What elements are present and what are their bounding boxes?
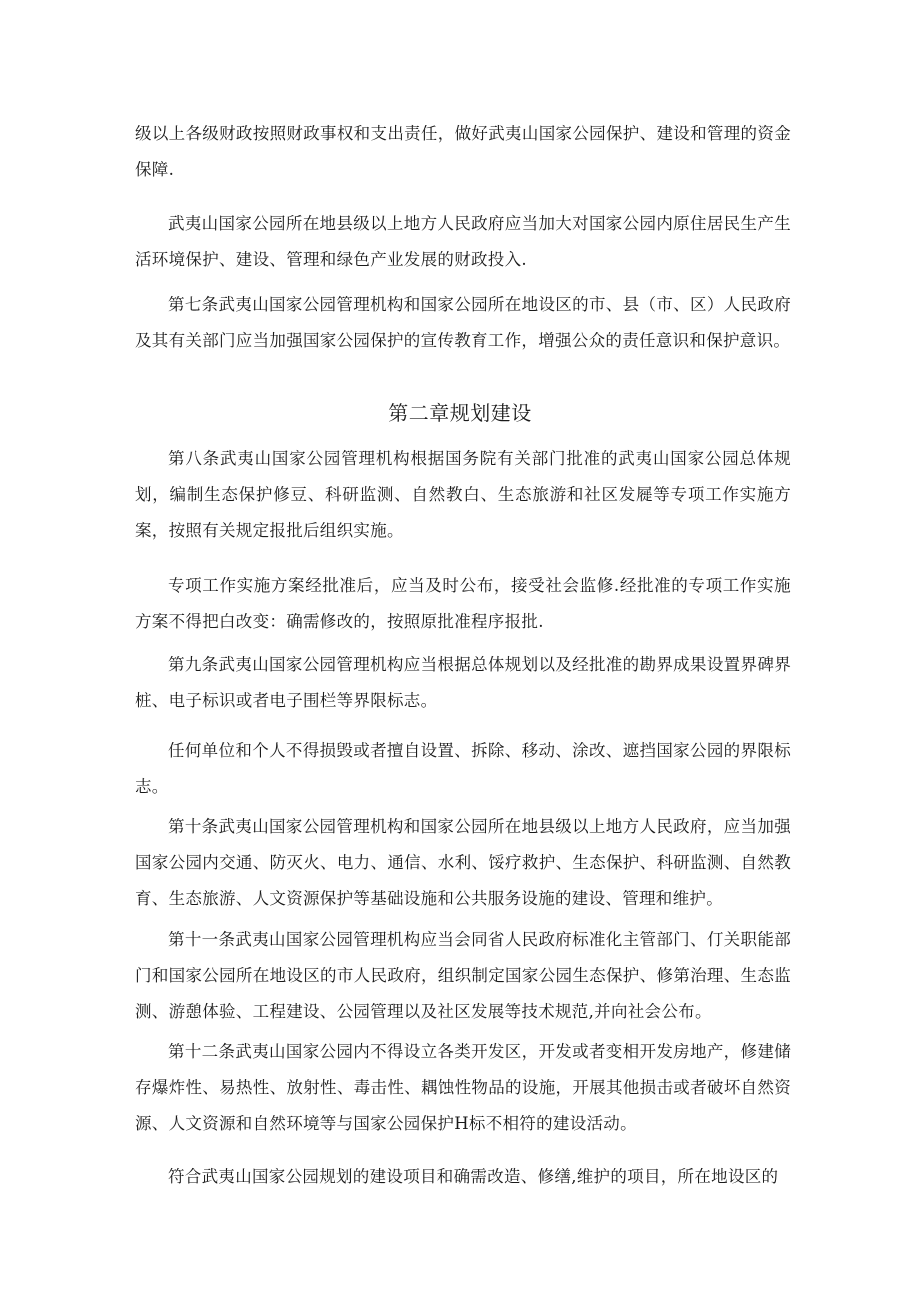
paragraph-financial-investment: 武夷山国家公园所在地县级以上地方人民政府应当加大对国家公园内原住居民生产生活环境保护、建设、管理和绿色产业发展的财政投入. xyxy=(135,214,791,269)
paragraph-article-10: 第十条武夷山国家公园管理机构和国家公园所在地县级以上地方人民政府，应当加强国家公园内交通、防灭火、电力、通信、水利、馁疗救护、生态保护、科研监测、自然教育、生态旅游、人文资源保护等基础设施和公共服务设施的建设、管理和维护。 xyxy=(135,817,791,908)
paragraph-plan-publication: 专项工作实施方案经批准后，应当及时公布，接受社会监修.经批准的专项工作实施方案不得把白改变：确需修改的，按照原批准程序报批. xyxy=(135,576,791,631)
paragraph-boundary-markers: 任何单位和个人不得损毁或者擅自设置、拆除、移动、涂改、遮挡国家公园的界限标志。 xyxy=(135,741,791,796)
paragraph-article-8: 第八条武夷山国家公园管理机构根据国务院有关部门批准的武夷山国家公园总体规划，编制生态保护修豆、科研监测、自然教白、生态旅游和社区发屣等专项工作实施方案，按照有关规定报批后组织实施。 xyxy=(135,449,791,540)
paragraph-article-11: 第十一条武夷山国家公园管理机构应当会同省人民政府标准化主管部门、仃关职能部门和国家公园所在地设区的市人民政府，组织制定国家公园生态保护、修第治理、生态监测、游憩体验、工程建设、公园管理以及社区发展等技术规范,并向社会公布。 xyxy=(135,930,791,1021)
paragraph-construction-projects: 符合武夷山国家公园规划的建设项目和确需改造、修缮,维护的项目，所在地设区的 xyxy=(168,1167,779,1186)
paragraph-article-7: 第七条武夷山国家公园管理机构和国家公园所在地设区的市、县（市、区）人民政府及其有关部门应当加强国家公园保护的宣传教育工作，增强公众的责任意识和保护意识。 xyxy=(135,295,791,350)
paragraph-financial-guarantee: 级以上各级财政按照财政事权和支出责任，做好武夷山国家公园保护、建设和管理的资金保障. xyxy=(135,124,791,179)
paragraph-article-12: 第十二条武夷山国家公园内不得设立各类开发区，开发或者变相开发房地产，修建储存爆炸性、易热性、放射性、毒击性、耦蚀性物品的设施，开展其他损击或者破坏自然资源、人文资源和自然环境等与国家公园保护H标不相符的建设活动。 xyxy=(135,1042,791,1133)
chapter-heading: 第二章规划建设 xyxy=(388,401,532,425)
paragraph-article-9: 第九条武夷山国家公园管理机构应当根据总体规划以及经批准的勘界成果设置界碑界桩、电子标识或者电子围栏等界限标志。 xyxy=(135,655,791,710)
